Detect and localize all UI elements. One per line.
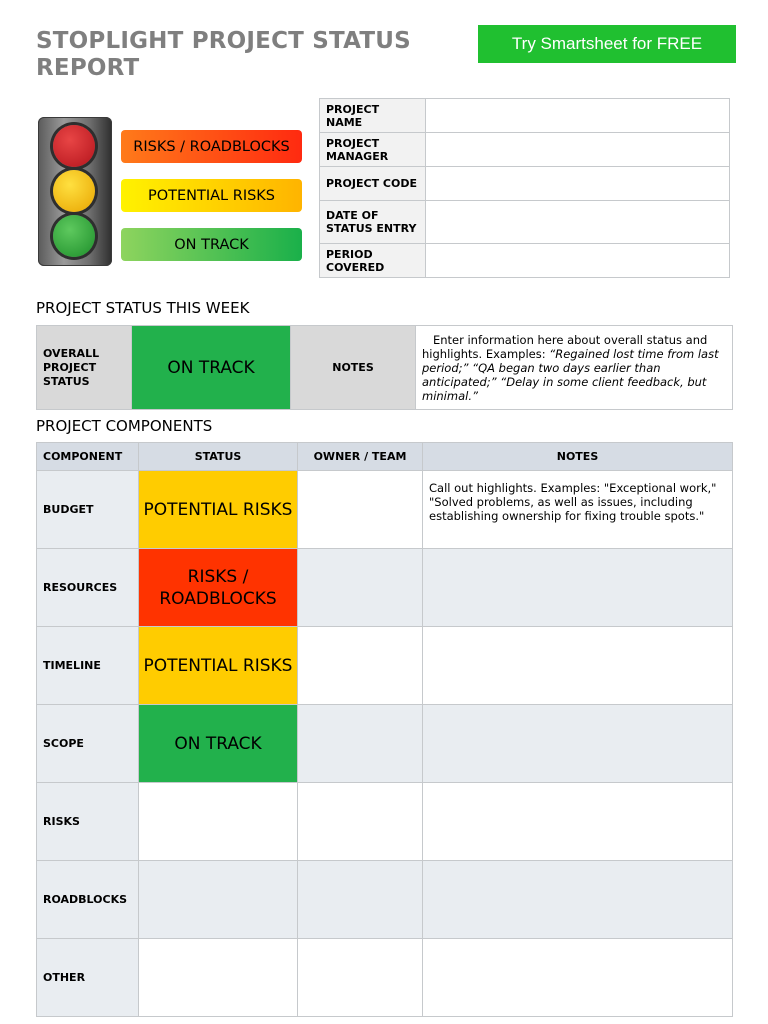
notes-cell[interactable]: [423, 627, 733, 705]
components-heading: PROJECT COMPONENTS: [36, 417, 213, 435]
owner-cell[interactable]: [298, 627, 423, 705]
status-week-table: [36, 325, 733, 410]
component-label: TIMELINE: [37, 627, 139, 705]
date-of-status-label: DATE OF STATUS ENTRY: [320, 201, 426, 244]
status-cell[interactable]: POTENTIAL RISKS: [139, 627, 298, 705]
notes-cell[interactable]: [423, 705, 733, 783]
project-manager-label: PROJECT MANAGER: [320, 133, 426, 167]
column-header-component: COMPONENT: [37, 443, 139, 471]
component-label: RESOURCES: [37, 549, 139, 627]
component-label: ROADBLOCKS: [37, 861, 139, 939]
green-lamp-icon: [53, 215, 95, 257]
project-info-table: [319, 98, 730, 278]
table-row: [37, 471, 733, 549]
notes-examples: “Regained lost time from last period;” “QA began two days earlier than anticipated;” “Delay in some client feedback, but minimal.”: [422, 346, 719, 403]
notes-label: NOTES: [291, 326, 416, 410]
status-cell[interactable]: ON TRACK: [139, 705, 298, 783]
table-row: [37, 861, 733, 939]
period-covered-field[interactable]: [426, 244, 730, 278]
project-manager-field[interactable]: [426, 133, 730, 167]
status-cell[interactable]: [139, 783, 298, 861]
column-header-owner: OWNER / TEAM: [298, 443, 423, 471]
legend-yellow: POTENTIAL RISKS: [121, 179, 302, 212]
component-label: BUDGET: [37, 471, 139, 549]
overall-notes-field[interactable]: [416, 326, 733, 410]
notes-cell[interactable]: Call out highlights. Examples: "Exceptional work," "Solved problems, as well as issues, including establishing ownership for fixing trouble spots.": [423, 471, 733, 549]
legend-red: RISKS / ROADBLOCKS: [121, 130, 302, 163]
notes-cell[interactable]: [423, 861, 733, 939]
legend-green: ON TRACK: [121, 228, 302, 261]
notes-cell[interactable]: [423, 783, 733, 861]
notes-intro: Enter information here about overall status and highlights. Examples:: [422, 332, 708, 361]
owner-cell[interactable]: [298, 471, 423, 549]
status-week-heading: PROJECT STATUS THIS WEEK: [36, 299, 250, 317]
overall-status-label: OVERALL PROJECT STATUS: [37, 326, 132, 410]
status-cell[interactable]: POTENTIAL RISKS: [139, 471, 298, 549]
status-cell[interactable]: [139, 939, 298, 1017]
column-header-status: STATUS: [139, 443, 298, 471]
status-cell[interactable]: RISKS / ROADBLOCKS: [139, 549, 298, 627]
owner-cell[interactable]: [298, 549, 423, 627]
notes-cell[interactable]: [423, 549, 733, 627]
component-label: OTHER: [37, 939, 139, 1017]
period-covered-label: PERIOD COVERED: [320, 244, 426, 278]
project-code-label: PROJECT CODE: [320, 167, 426, 201]
table-row: [37, 705, 733, 783]
project-name-label: PROJECT NAME: [320, 99, 426, 133]
try-smartsheet-button[interactable]: Try Smartsheet for FREE: [478, 25, 736, 63]
component-label: SCOPE: [37, 705, 139, 783]
table-row: [37, 939, 733, 1017]
project-name-field[interactable]: [426, 99, 730, 133]
yellow-lamp-icon: [53, 170, 95, 212]
page-title: STOPLIGHT PROJECT STATUS REPORT: [36, 28, 411, 81]
table-row: [37, 783, 733, 861]
column-header-notes: NOTES: [423, 443, 733, 471]
date-of-status-field[interactable]: [426, 201, 730, 244]
red-lamp-icon: [53, 125, 95, 167]
status-cell[interactable]: [139, 861, 298, 939]
table-row: [37, 549, 733, 627]
owner-cell[interactable]: [298, 939, 423, 1017]
table-row: [37, 627, 733, 705]
components-table: [36, 442, 733, 1017]
project-code-field[interactable]: [426, 167, 730, 201]
notes-cell[interactable]: [423, 939, 733, 1017]
traffic-light-icon: [38, 117, 112, 266]
owner-cell[interactable]: [298, 783, 423, 861]
component-label: RISKS: [37, 783, 139, 861]
owner-cell[interactable]: [298, 861, 423, 939]
owner-cell[interactable]: [298, 705, 423, 783]
overall-status-value[interactable]: ON TRACK: [132, 326, 291, 410]
